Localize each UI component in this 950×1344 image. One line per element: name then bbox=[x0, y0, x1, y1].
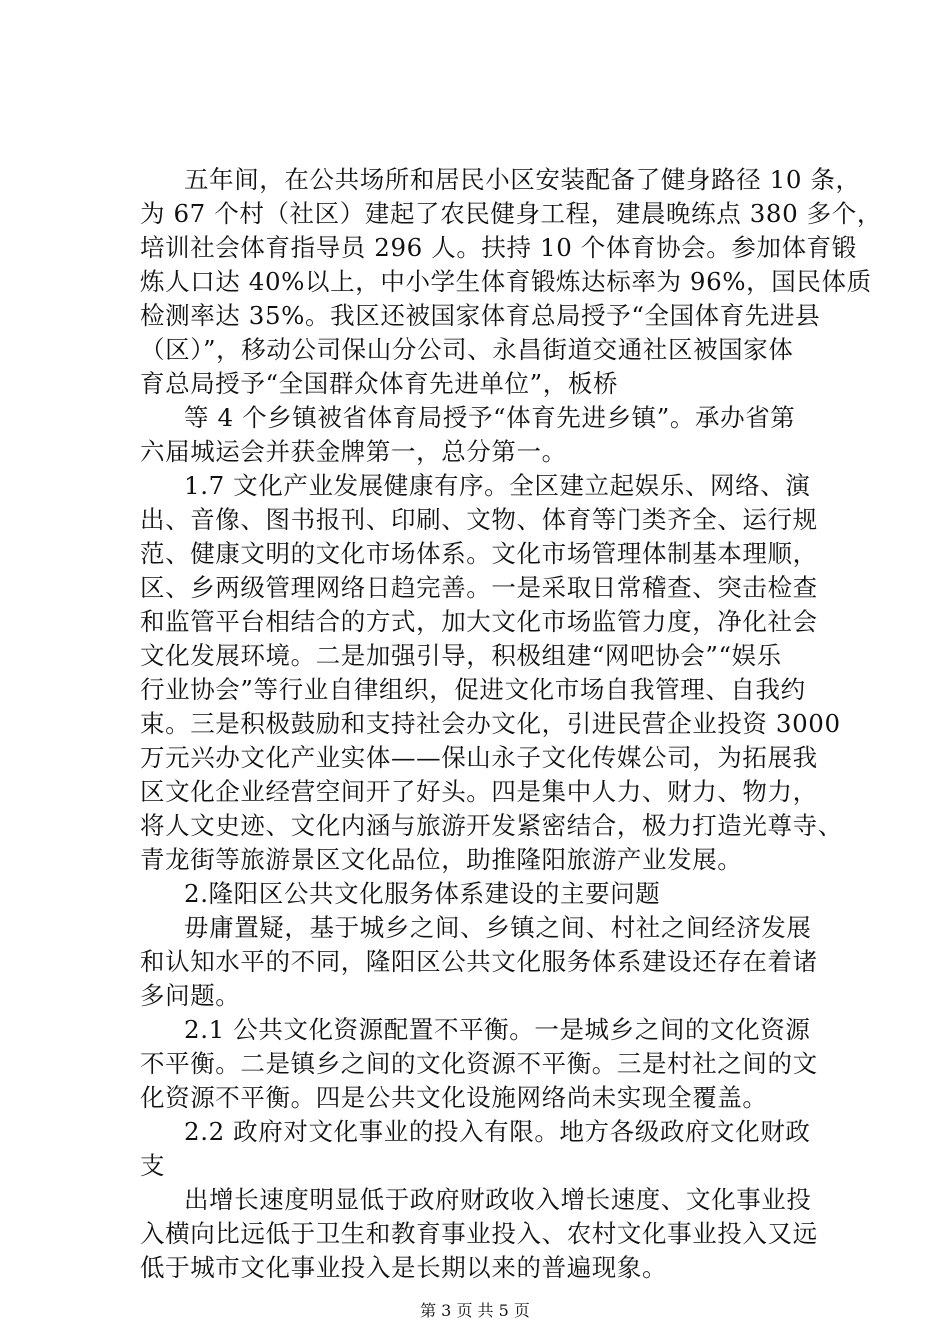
text-line: 将人文史迹、文化内涵与旅游开发紧密结合，极力打造光尊寺、 bbox=[140, 811, 843, 840]
text-line: 束。三是积极鼓励和支持社会办文化，引进民营企业投资 3000 bbox=[140, 709, 841, 738]
text-line: 等 4 个乡镇被省体育局授予“体育先进乡镇”。承办省第 bbox=[184, 403, 796, 432]
text-line: 2.1 公共文化资源配置不平衡。一是城乡之间的文化资源 bbox=[184, 1015, 811, 1044]
text-line: 培训社会体育指导员 296 人。扶持 10 个体育协会。参加体育锻 bbox=[140, 233, 857, 262]
text-line: 万元兴办文化产业实体——保山永子文化传媒公司，为拓展我 bbox=[140, 743, 818, 772]
page-footer: 第 3 页 共 5 页 bbox=[420, 1301, 530, 1320]
text-line: 2.隆阳区公共文化服务体系建设的主要问题 bbox=[184, 879, 661, 908]
text-line: 范、健康文明的文化市场体系。文化市场管理体制基本理顺， bbox=[140, 539, 818, 568]
text-line: 化资源不平衡。四是公共文化设施网络尚未实现全覆盖。 bbox=[140, 1083, 768, 1112]
text-line: 五年间，在公共场所和居民小区安装配备了健身路径 10 条， bbox=[184, 165, 861, 194]
text-line: 1.7 文化产业发展健康有序。全区建立起娱乐、网络、演 bbox=[184, 471, 811, 500]
text-line: 行业协会”等行业自律组织，促进文化市场自我管理、自我约 bbox=[140, 675, 806, 704]
text-line: 毋庸置疑，基于城乡之间、乡镇之间、村社之间经济发展 bbox=[184, 913, 812, 942]
text-line: 育总局授予“全国群众体育先进单位”，板桥 bbox=[140, 369, 619, 398]
text-line: 区文化企业经营空间开了好头。四是集中人力、财力、物力， bbox=[140, 777, 818, 806]
text-line: 出增长速度明显低于政府财政收入增长速度、文化事业投 bbox=[184, 1185, 812, 1214]
text-line: 不平衡。二是镇乡之间的文化资源不平衡。三是村社之间的文 bbox=[140, 1049, 818, 1078]
text-line: 为 67 个村（社区）建起了农民健身工程，建晨晚练点 380 多个， bbox=[140, 199, 882, 228]
document-body bbox=[140, 163, 882, 1285]
text-line: 和监管平台相结合的方式，加大文化市场监管力度，净化社会 bbox=[140, 607, 818, 636]
text-line: 六届城运会并获金牌第一，总分第一。 bbox=[140, 437, 567, 466]
text-line: 出、音像、图书报刊、印刷、文物、体育等门类齐全、运行规 bbox=[140, 505, 818, 534]
text-line: 区、乡两级管理网络日趋完善。一是采取日常稽查、突击检查 bbox=[140, 573, 818, 602]
text-line: 检测率达 35%。我区还被国家体育总局授予“全国体育先进县 bbox=[140, 301, 821, 330]
text-line: 炼人口达 40%以上，中小学生体育锻炼达标率为 96%，国民体质 bbox=[140, 267, 872, 296]
text-line: 和认知水平的不同，隆阳区公共文化服务体系建设还存在着诸 bbox=[140, 947, 818, 976]
text-line: 多问题。 bbox=[140, 981, 241, 1010]
text-line: 青龙街等旅游景区文化品位，助推隆阳旅游产业发展。 bbox=[140, 845, 743, 874]
text-line: 入横向比远低于卫生和教育事业投入、农村文化事业投入又远 bbox=[140, 1219, 818, 1248]
text-line: 低于城市文化事业投入是长期以来的普遍现象。 bbox=[140, 1253, 668, 1282]
text-line: 文化发展环境。二是加强引导，积极组建“网吧协会”“娱乐 bbox=[140, 641, 782, 670]
text-line: 2.2 政府对文化事业的投入有限。地方各级政府文化财政 bbox=[184, 1117, 811, 1146]
text-line: （区）”，移动公司保山分公司、永昌街道交通社区被国家体 bbox=[140, 335, 794, 364]
text-line: 支 bbox=[140, 1151, 166, 1180]
